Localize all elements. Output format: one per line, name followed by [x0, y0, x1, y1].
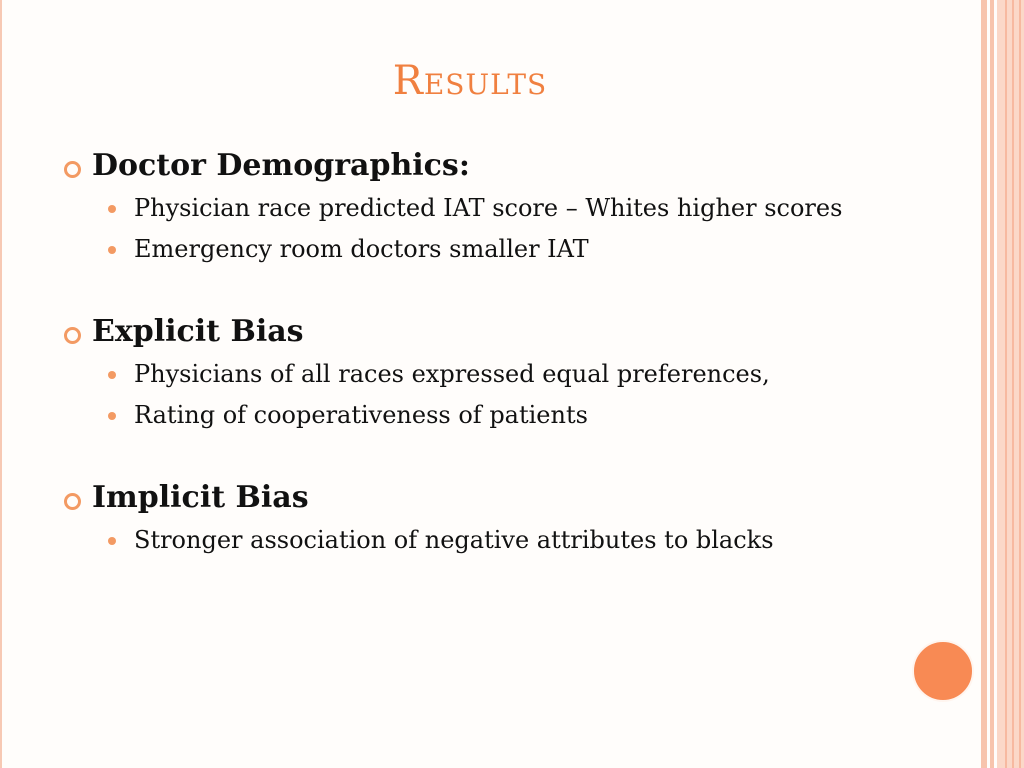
ring-bullet-icon	[64, 161, 81, 178]
slide-title: Results	[392, 58, 548, 104]
decorative-stripe	[1019, 0, 1021, 768]
sub-bullet-item	[60, 191, 854, 226]
decorative-stripe	[981, 0, 987, 768]
section-heading	[60, 311, 940, 353]
section-implicit-bias	[60, 477, 940, 558]
dot-bullet-icon	[108, 537, 116, 545]
ring-bullet-icon	[64, 493, 81, 510]
section-explicit-bias	[60, 311, 940, 433]
sub-bullet-item	[60, 232, 854, 267]
sub-bullet-item	[60, 523, 854, 558]
sub-bullet-list	[60, 523, 940, 558]
sub-bullet-item	[60, 357, 854, 392]
decorative-stripe	[990, 0, 994, 768]
slide-body	[60, 145, 940, 602]
sub-bullet-text: Emergency room doctors smaller IAT	[134, 235, 589, 263]
sub-bullet-text: Stronger association of negative attributes to blacks	[134, 526, 774, 554]
decorative-circle	[912, 640, 974, 702]
ring-bullet-icon	[64, 327, 81, 344]
decorative-stripe	[1005, 0, 1007, 768]
sub-bullet-list	[60, 191, 940, 267]
dot-bullet-icon	[108, 205, 116, 213]
section-heading	[60, 145, 940, 187]
sub-bullet-list	[60, 357, 940, 433]
sub-bullet-text: Physicians of all races expressed equal preferences,	[134, 360, 770, 388]
decorative-stripe	[1012, 0, 1014, 768]
dot-bullet-icon	[108, 412, 116, 420]
sub-bullet-item	[60, 398, 854, 433]
dot-bullet-icon	[108, 371, 116, 379]
dot-bullet-icon	[108, 246, 116, 254]
left-border-rule	[0, 0, 2, 768]
section-doctor-demographics	[60, 145, 940, 267]
section-heading	[60, 477, 940, 519]
section-heading-text: Explicit Bias	[92, 314, 304, 349]
section-heading-text: Implicit Bias	[92, 480, 309, 515]
sub-bullet-text: Physician race predicted IAT score – Whites higher scores	[134, 194, 843, 222]
section-heading-text: Doctor Demographics:	[92, 148, 470, 183]
sub-bullet-text: Rating of cooperativeness of patients	[134, 401, 588, 429]
